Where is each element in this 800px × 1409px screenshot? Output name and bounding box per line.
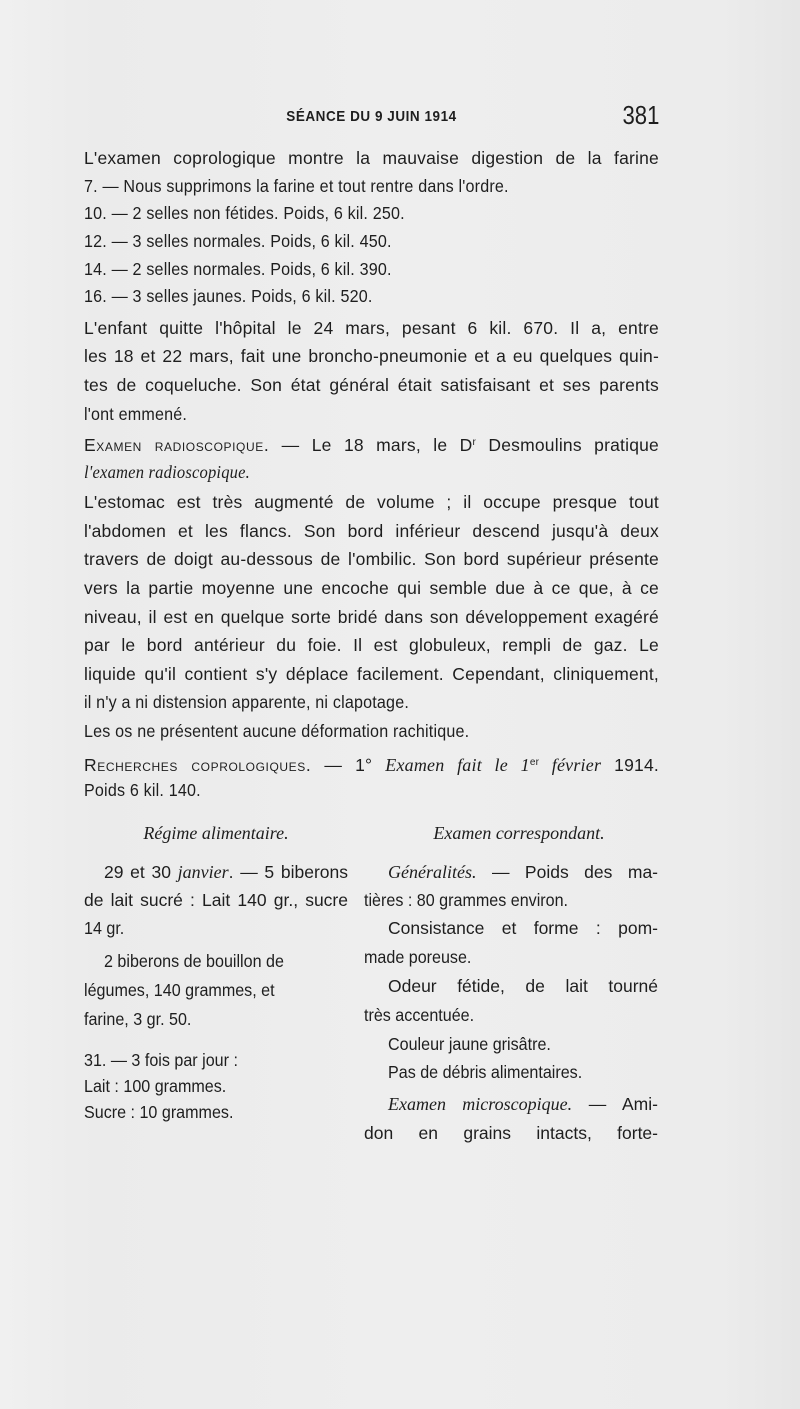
body-line: L'estomac est très augmenté de volume ; il occupe presque tout xyxy=(84,492,659,512)
body-line: 16. — 3 selles jaunes. Poids, 6 kil. 520. xyxy=(84,286,373,306)
body-line: niveau, il est en quelque sorte bridé dans son développement exagéré xyxy=(84,607,659,627)
column-line: Examen microscopique. — Ami- xyxy=(388,1094,658,1114)
body-line: travers de doigt au-dessous de l'ombilic. Son bord supérieur présente xyxy=(84,549,659,569)
body-line: par le bord antérieur du foie. Il est globuleux, rempli de gaz. Le xyxy=(84,635,659,655)
column-line: de lait sucré : Lait 140 gr., sucre xyxy=(84,890,348,910)
column-line: Pas de débris alimentaires. xyxy=(388,1062,583,1082)
column-heading: Examen correspondant. xyxy=(433,823,605,843)
body-line: 7. — Nous supprimons la farine et tout rentre dans l'ordre. xyxy=(84,176,509,196)
body-line: il n'y a ni distension apparente, ni clapotage. xyxy=(84,692,409,712)
column-line: 14 gr. xyxy=(84,918,125,938)
radioscopie-paragraph: Examen radioscopique. — Le 18 mars, le $D^r$ Desmoulins pratique xyxy=(84,435,659,455)
body-line: L'enfant quitte l'hôpital le 24 mars, pesant 6 kil. 670. Il a, entre xyxy=(84,318,659,338)
column-line: made poreuse. xyxy=(364,947,472,967)
body-line: Poids 6 kil. 140. xyxy=(84,780,201,800)
column-line: tières : 80 grammes environ. xyxy=(364,890,569,910)
body-line: les 18 et 22 mars, fait une broncho-pneumonie et a eu quelques quin- xyxy=(84,346,659,366)
body-line: vers la partie moyenne une encoche qui semble due à ce que, à ce xyxy=(84,578,659,598)
body-line-italic: l'examen radioscopique. xyxy=(84,462,250,482)
column-heading: Régime alimentaire. xyxy=(143,823,289,843)
running-title: SÉANCE DU 9 JUIN 1914 xyxy=(286,108,457,125)
section-heading: Examen radioscopique. xyxy=(84,435,270,455)
section-heading: Recherches coprologiques. xyxy=(84,755,312,775)
body-line: Les os ne présentent aucune déformation rachitique. xyxy=(84,721,470,741)
body-line: l'ont emmené. xyxy=(84,404,188,424)
column-line: légumes, 140 grammes, et xyxy=(84,980,275,1000)
body-line: liquide qu'il contient s'y déplace facilement. Cependant, cliniquement, xyxy=(84,664,659,684)
body-line: 10. — 2 selles non fétides. Poids, 6 kil. 250. xyxy=(84,203,405,223)
column-line: très accentuée. xyxy=(364,1005,475,1025)
body-line: tes de coqueluche. Son état général était satisfaisant et ses parents xyxy=(84,375,659,395)
body-line: 12. — 3 selles normales. Poids, 6 kil. 450. xyxy=(84,231,392,251)
column-line: Généralités. — Poids des ma- xyxy=(388,862,658,882)
column-line: Consistance et forme : pom- xyxy=(388,918,658,938)
column-line: Sucre : 10 grammes. xyxy=(84,1102,234,1122)
column-line: don en grains intacts, forte- xyxy=(364,1123,658,1143)
column-line: 31. — 3 fois par jour : xyxy=(84,1050,238,1070)
column-line: farine, 3 gr. 50. xyxy=(84,1009,192,1029)
column-line: Odeur fétide, de lait tourné xyxy=(388,976,658,996)
body-line: l'abdomen et les flancs. Son bord inférieur descend jusqu'à deux xyxy=(84,521,659,541)
column-line: 29 et 30 janvier. — 5 biberons xyxy=(104,862,348,882)
column-line: Lait : 100 grammes. xyxy=(84,1076,227,1096)
body-line: 14. — 2 selles normales. Poids, 6 kil. 390. xyxy=(84,259,392,279)
column-line: Couleur jaune grisâtre. xyxy=(388,1034,551,1054)
recherches-paragraph: Recherches coprologiques. — 1° Examen fait le 1er février 1914. xyxy=(84,755,659,775)
body-line: L'examen coprologique montre la mauvaise digestion de la farine xyxy=(84,148,659,168)
running-header xyxy=(84,100,659,136)
column-line: 2 biberons de bouillon de xyxy=(104,951,284,971)
page-number: 381 xyxy=(622,100,659,130)
